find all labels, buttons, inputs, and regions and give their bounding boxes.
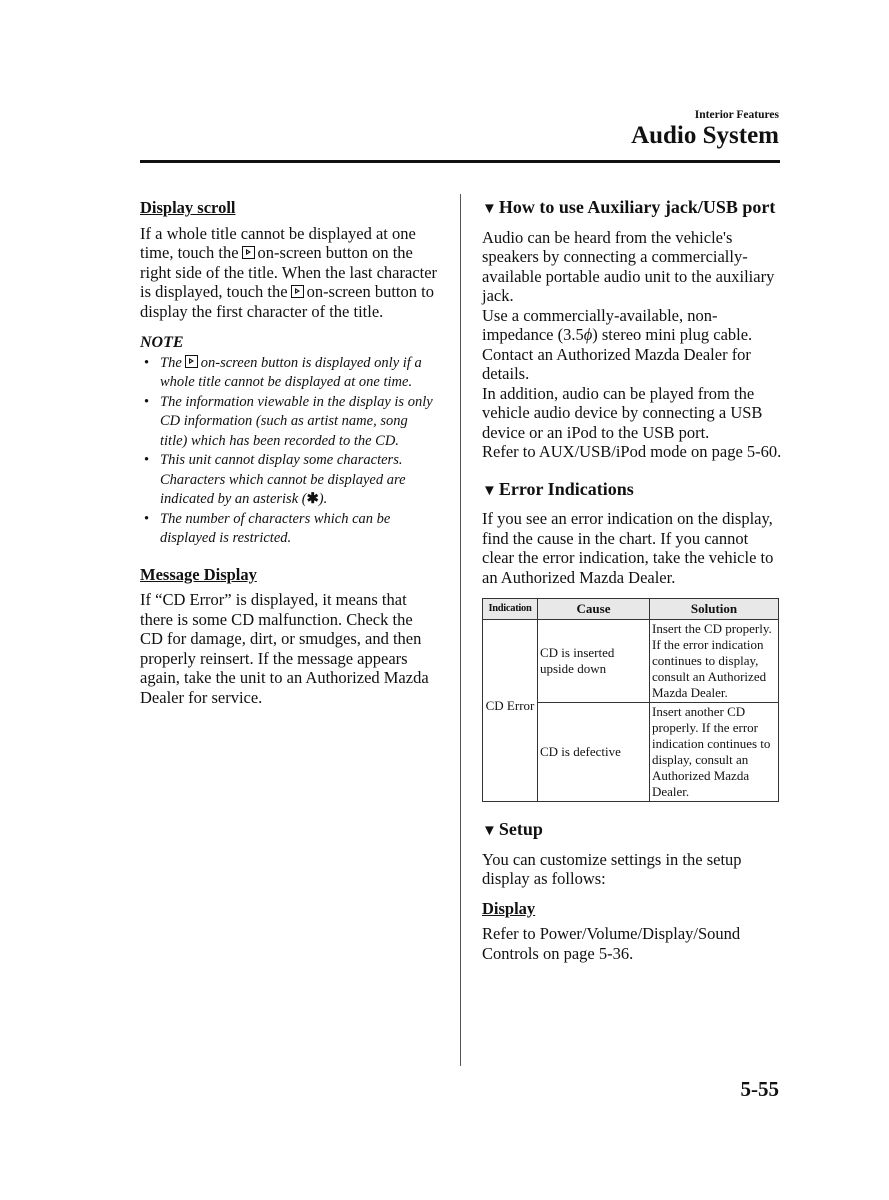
section-marker-icon: ▼ [482,482,497,499]
note-item: • The on-screen button is displayed only if a whole title cannot be displayed at one time. [140,354,438,393]
setup-heading: ▼ Setup [482,819,543,839]
section-marker-icon: ▼ [482,823,497,839]
section-label: Interior Features [694,109,779,121]
error-indications-text: If you see an error indication on the display, find the cause in the chart. If you cannot clear the error indication, take the vehicle to an Authorized Mazda Dealer. [482,509,774,587]
page-number: 5-55 [740,1077,779,1101]
asterisk-icon: ✱ [306,491,319,507]
header-rule [140,160,780,163]
solution-cell: Insert another CD properly. If the error indication continues to display, consult an Authorized Mazda Dealer. [650,703,779,802]
aux-paragraph: Refer to AUX/USB/iPod mode on page 5-60. [482,442,782,461]
message-display-heading: Message Display [140,564,257,584]
section-marker-icon: ▼ [482,201,497,217]
note-list [140,354,438,549]
cause-cell: CD is inserted upside down [538,620,650,703]
display-scroll-heading: Display scroll [140,198,236,217]
display-scroll-text: If a whole title cannot be displayed at one time, touch the on-screen button on the right side of the title. When the last character is displayed, touch the on-screen button to display the first character of the title. [140,223,438,321]
page-title: Audio System [631,122,779,149]
aux-usb-heading: ▼ How to use Auxiliary jack/USB port [482,197,776,217]
solution-cell: Insert the CD properly. If the error indication continues to display, consult an Authorized Mazda Dealer. [650,620,779,703]
left-column [140,198,438,707]
play-button-icon [185,355,198,368]
note-item: • The number of characters which can be displayed is restricted. [140,510,438,549]
aux-paragraph: In addition, audio can be played from the vehicle audio device by connecting a USB device or an iPod to the USB port. [482,383,763,442]
display-text: Refer to Power/Volume/Display/Sound Controls on page 5-36. [482,924,741,963]
indication-cell: CD Error [483,620,538,802]
setup-text: You can customize settings in the setup display as follows: [482,849,742,888]
error-table [482,598,779,802]
play-button-icon [242,246,255,259]
table-header-row [483,599,779,620]
column-header: Indication [483,599,538,620]
column-header: Cause [538,599,650,620]
right-column [482,198,782,963]
message-display-text: If “CD Error” is displayed, it means that there is some CD malfunction. Check the CD for damage, dirt, or smudges, and then properly reinsert. If the message appears again, take the unit to an Authorized Mazda Dealer for service. [140,590,429,707]
cause-cell: CD is defective [538,703,650,802]
note-title: NOTE [140,334,184,351]
table-row [483,620,779,703]
aux-paragraph: Use a commercially-available, non-impedance (3.5ϕ) stereo mini plug cable. Contact an Authorized Mazda Dealer for details. [482,305,753,383]
column-divider [460,194,461,1066]
error-indications-heading: ▼ Error Indications [482,478,634,499]
aux-paragraph: Audio can be heard from the vehicle's speakers by connecting a commercially-available portable audio unit to the auxiliary jack. [482,227,775,305]
play-button-icon [291,285,304,298]
note-item: • The information viewable in the display is only CD information (such as artist name, song title) which has been recorded to the CD. [140,393,438,452]
note-item: • This unit cannot display some characters. Characters which cannot be displayed are indicated by an asterisk (✱). [140,451,438,510]
diameter-symbol: ϕ [583,325,593,344]
display-heading: Display [482,898,536,918]
column-header: Solution [650,599,779,620]
